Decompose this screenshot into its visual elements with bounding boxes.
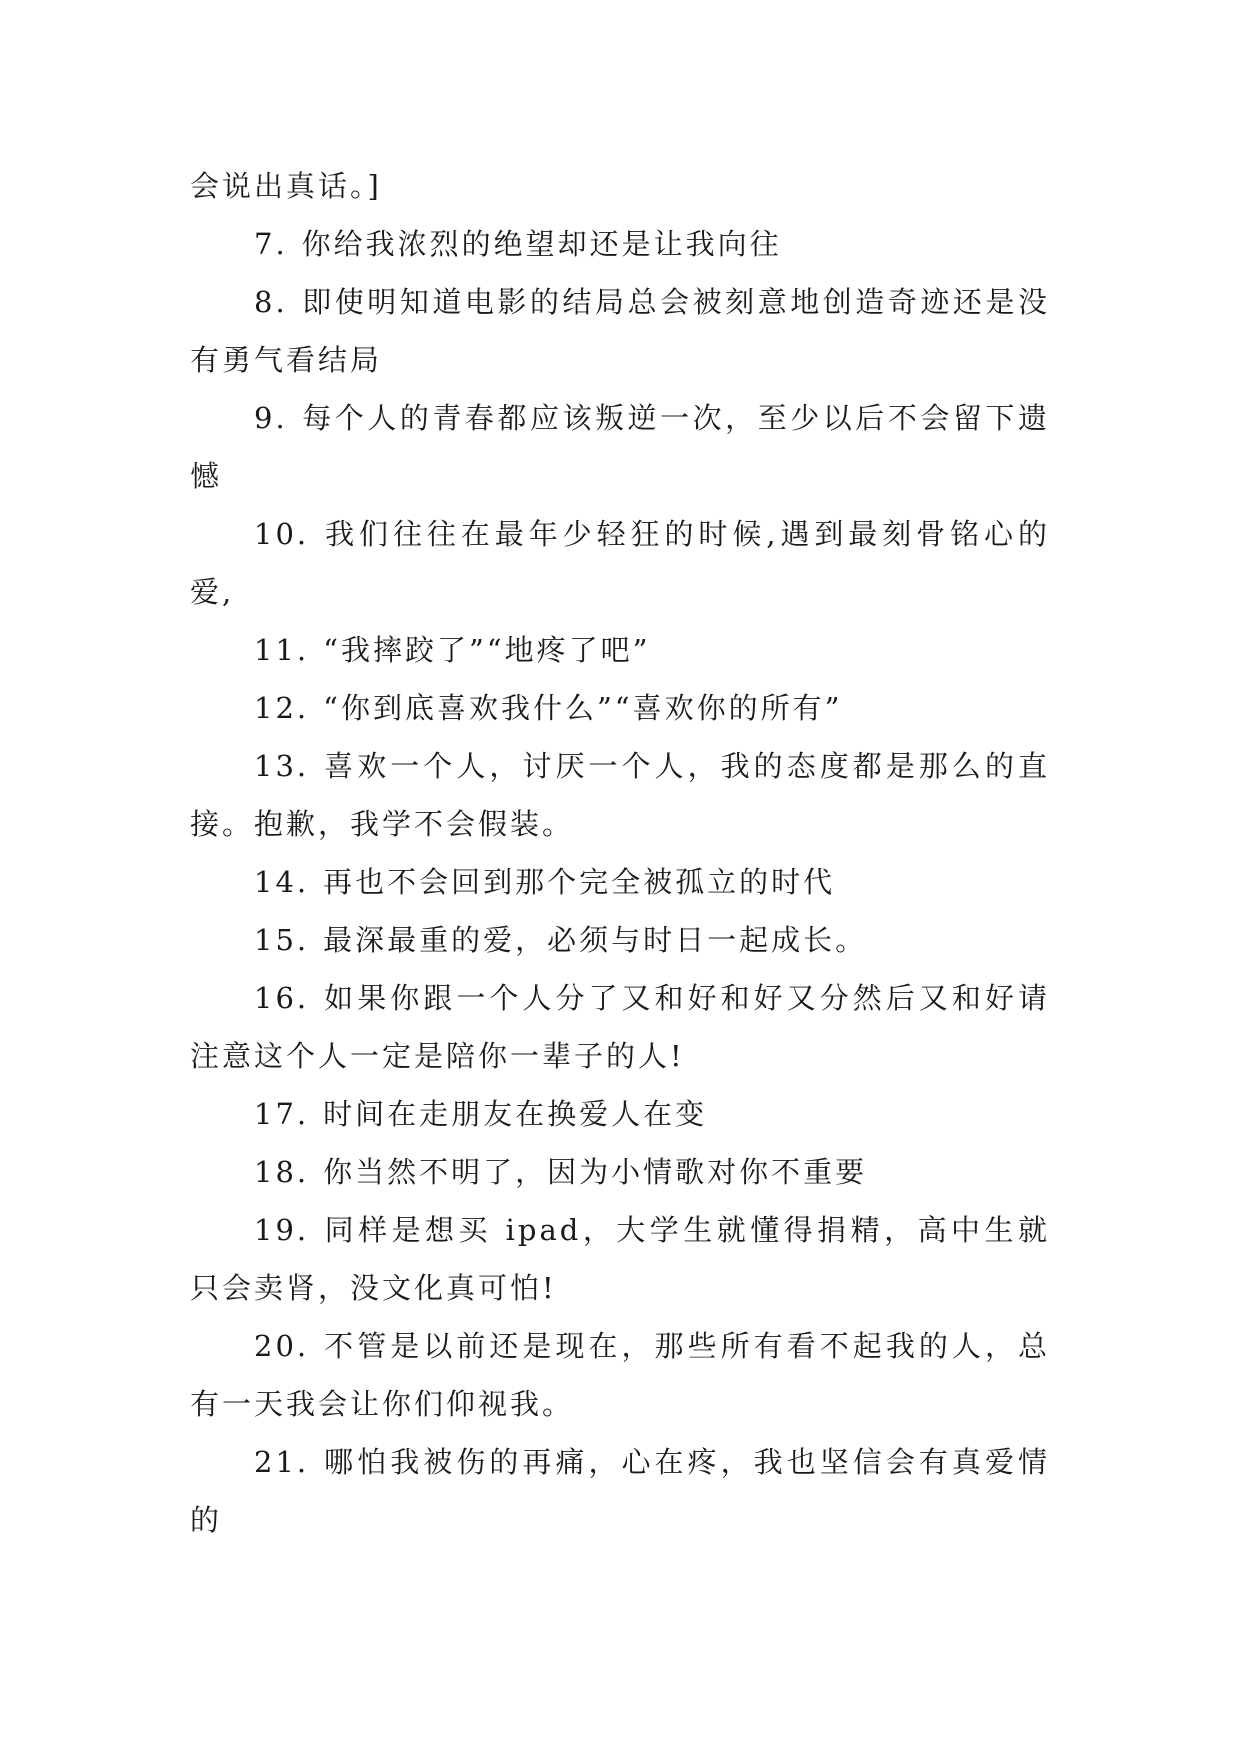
item-number: 11.	[254, 633, 310, 667]
item-number: 18.	[254, 1155, 310, 1189]
item-text: 同样是想买 ipad，大学生就懂得捐精，高中生就只会卖肾，没文化真可怕!	[190, 1213, 1050, 1305]
list-item	[190, 737, 1050, 853]
item-text: 如果你跟一个人分了又和好和好又分然后又和好请注意这个人一定是陪你一辈子的人!	[190, 981, 1050, 1073]
item-text: 我们往往在最年少轻狂的时候,遇到最刻骨铭心的爱,	[190, 517, 1050, 609]
item-number: 15.	[254, 923, 310, 957]
item-number: 17.	[254, 1097, 310, 1131]
item-number: 9.	[254, 401, 288, 435]
item-number: 8.	[254, 285, 288, 319]
document-body	[190, 157, 1050, 1549]
list-item	[190, 853, 1050, 911]
item-text: “我摔跤了”“地疼了吧”	[323, 633, 651, 667]
item-text: “你到底喜欢我什么”“喜欢你的所有”	[323, 691, 843, 725]
item-number: 21.	[254, 1445, 310, 1479]
item-number: 16.	[254, 981, 310, 1015]
list-item	[190, 1085, 1050, 1143]
item-text: 时间在走朋友在换爱人在变	[323, 1097, 708, 1131]
item-number: 13.	[254, 749, 310, 783]
item-text: 不管是以前还是现在，那些所有看不起我的人，总有一天我会让你们仰视我。	[190, 1329, 1050, 1421]
item-text: 再也不会回到那个完全被孤立的时代	[323, 865, 836, 899]
item-number: 10.	[254, 517, 310, 551]
item-text: 最深最重的爱，必须与时日一起成长。	[323, 923, 868, 957]
item-text: 哪怕我被伤的再痛，心在疼，我也坚信会有真爱情的	[190, 1445, 1050, 1537]
list-item	[190, 1201, 1050, 1317]
paragraph-text: 会说出真话。]	[190, 169, 382, 203]
list-item	[190, 679, 1050, 737]
list-item	[190, 621, 1050, 679]
item-number: 14.	[254, 865, 310, 899]
item-text: 即使明知道电影的结局总会被刻意地创造奇迹还是没有勇气看结局	[190, 285, 1050, 377]
item-text: 你给我浓烈的绝望却还是让我向往	[301, 227, 782, 261]
item-number: 7.	[254, 227, 288, 261]
item-number: 12.	[254, 691, 310, 725]
list-item	[190, 1143, 1050, 1201]
list-item	[190, 1433, 1050, 1549]
list-item	[190, 215, 1050, 273]
item-text: 喜欢一个人，讨厌一个人，我的态度都是那么的直接。抱歉，我学不会假装。	[190, 749, 1050, 841]
item-text: 每个人的青春都应该叛逆一次，至少以后不会留下遗憾	[190, 401, 1050, 493]
list-item	[190, 911, 1050, 969]
item-text: 你当然不明了，因为小情歌对你不重要	[323, 1155, 868, 1189]
list-item	[190, 389, 1050, 505]
paragraph-continuation	[190, 157, 1050, 215]
item-number: 20.	[254, 1329, 310, 1363]
item-number: 19.	[254, 1213, 310, 1247]
list-item	[190, 273, 1050, 389]
list-item	[190, 1317, 1050, 1433]
list-item	[190, 505, 1050, 621]
list-item	[190, 969, 1050, 1085]
